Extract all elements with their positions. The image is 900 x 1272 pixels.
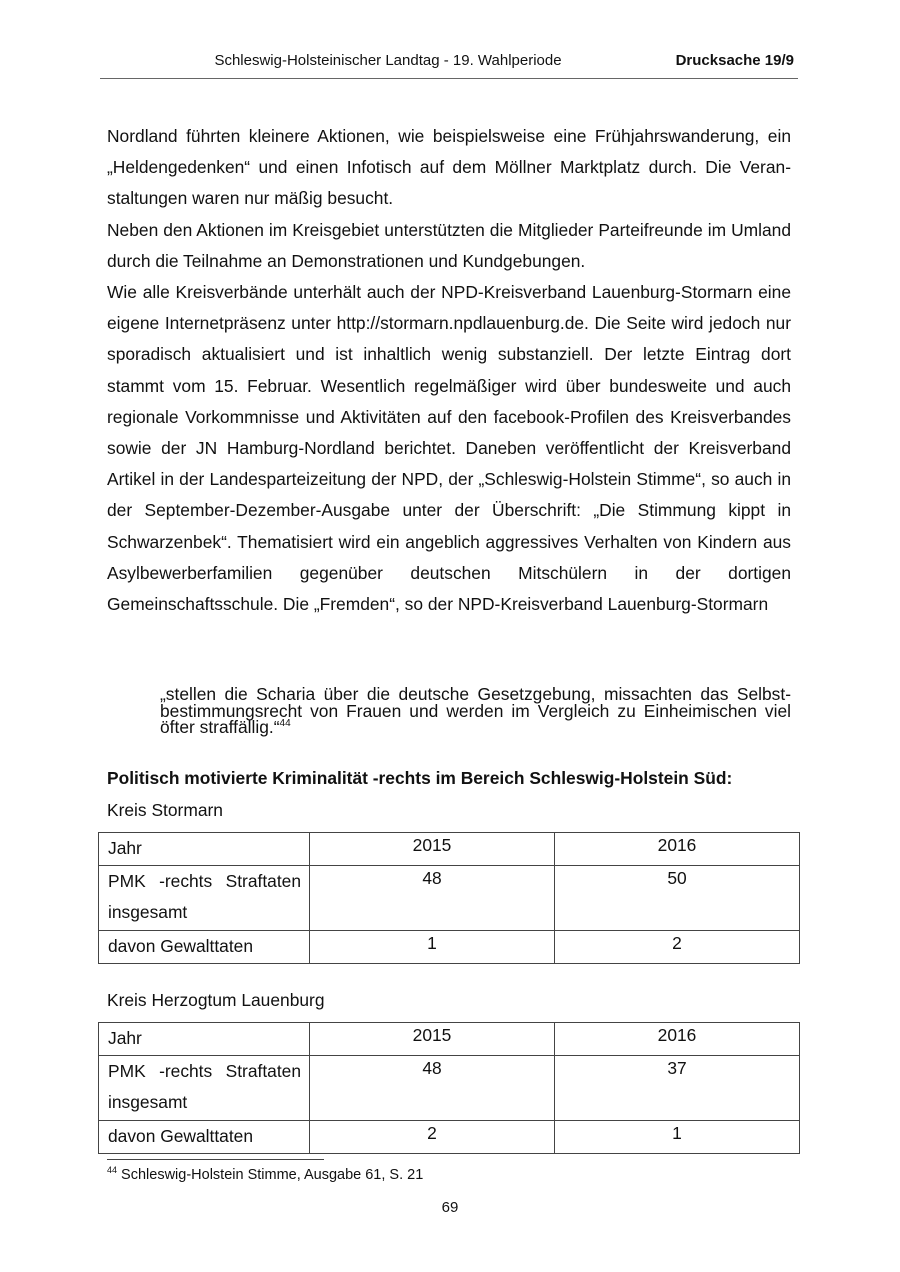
table-cell: 37: [555, 1056, 800, 1121]
header-document-number: Drucksache 19/9: [675, 52, 794, 69]
table-cell: 2: [310, 1121, 555, 1154]
footnote-reference: 44: [279, 718, 291, 729]
footnote: [107, 1167, 423, 1183]
footnote-text: Schleswig-Holstein Stimme, Ausgabe 61, S. 21: [121, 1167, 424, 1183]
footnote-divider: [107, 1159, 324, 1160]
table-caption-lauenburg: Kreis Herzogtum Lauenburg: [107, 990, 325, 1010]
paragraph: Nordland führten kleinere Aktionen, wie beispielsweise eine Frühjahrswanderung, ein „Heldengedenken“ und einen Infotisch auf dem Möllner Marktplatz durch. Die Veranstaltungen waren nur mäßig besucht.: [107, 126, 791, 209]
table-cell: Jahr: [99, 1023, 310, 1056]
table-cell: PMK -rechts Straftaten insgesamt: [99, 866, 310, 931]
table-row: [99, 1056, 800, 1121]
quote-text: „stellen die Scharia über die deutsche Gesetzgebung, missachten das Selbstbestimmungsrecht von Frauen und werden im Vergleich zu Einheimischen viel öfter straffällig.“: [160, 684, 791, 737]
table-cell: davon Gewalttaten: [99, 1121, 310, 1154]
page-number: 69: [441, 1199, 459, 1216]
table-cell: 1: [310, 931, 555, 964]
table-cell: 2015: [310, 833, 555, 866]
table-lauenburg: [98, 1022, 800, 1154]
table-cell: 2016: [555, 1023, 800, 1056]
table-cell: 48: [310, 866, 555, 931]
page-header: [100, 52, 798, 79]
table-cell: 2: [555, 931, 800, 964]
table-header-row: [99, 833, 800, 866]
table-cell: Jahr: [99, 833, 310, 866]
table-cell: 50: [555, 866, 800, 931]
table-header-row: [99, 1023, 800, 1056]
body-text: [107, 121, 791, 620]
block-quote: [160, 686, 791, 736]
paragraph: Neben den Aktionen im Kreisgebiet unterstützten die Mitglieder Parteifreunde im Umland durch die Teilnahme an Demonstrationen und Kundgebungen.: [107, 219, 791, 271]
table-row: [99, 866, 800, 931]
table-caption-stormarn: Kreis Stormarn: [107, 800, 223, 820]
table-cell: 48: [310, 1056, 555, 1121]
table-cell: 2015: [310, 1023, 555, 1056]
table-row: [99, 931, 800, 964]
table-cell: 1: [555, 1121, 800, 1154]
table-cell: davon Gewalttaten: [99, 931, 310, 964]
header-title: Schleswig-Holsteinischer Landtag - 19. Wahlperiode: [214, 52, 562, 69]
table-row: [99, 1121, 800, 1154]
table-cell: PMK -rechts Straftaten insgesamt: [99, 1056, 310, 1121]
table-stormarn: [98, 832, 800, 964]
footnote-number: 44: [107, 1165, 118, 1175]
table-cell: 2016: [555, 833, 800, 866]
paragraph: Wie alle Kreisverbände unterhält auch der NPD-Kreisverband Lauenburg-Stormarn eine eigene Internetpräsenz unter http://stormarn.npdlauenburg.de. Die Seite wird jedoch nur sporadisch aktualisiert und ist inhaltlich wenig substanziell. Der letzte Eintrag dort stammt vom 15. Februar. Wesentlich regelmäßiger wird über bundesweite und auch regionale Vorkommnisse und Aktivitäten auf den facebook-Profilen des Kreisverbandes sowie der JN Hamburg-Nordland berichtet. Daneben veröffentlicht der Kreisverband Artikel in der Landesparteizeitung der NPD, der „Schleswig-Holstein Stimme“, so auch in der September-Dezember-Ausgabe unter der Überschrift: „Die Stimmung kippt in Schwarzenbek“. Thematisiert wird ein angeblich aggressives Verhalten von Kindern aus Asylbewerberfamilien gegenüber deutschen Mitschülern in der dortigen Gemeinschaftsschule. Die „Fremden“, so der NPD-Kreisverband Lauenburg-Stormarn: [107, 282, 791, 615]
section-heading: Politisch motivierte Kriminalität -rechts im Bereich Schleswig-Holstein Süd:: [107, 768, 733, 788]
